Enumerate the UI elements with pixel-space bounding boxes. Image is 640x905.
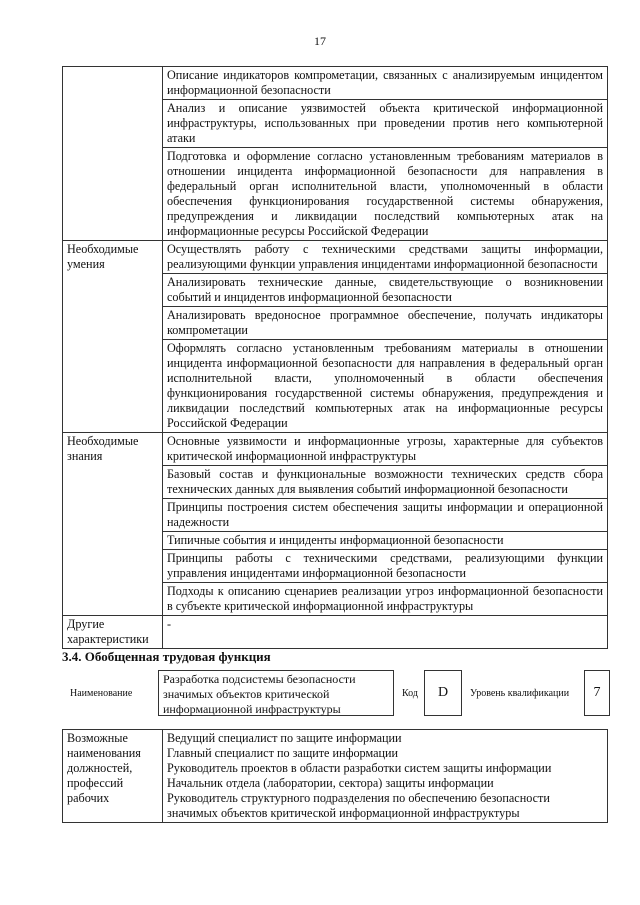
table-row: [63, 67, 608, 100]
list-item: Руководитель структурного подразделения по обеспечению безопасности значимых объектов критической информационной инфраструктуры: [167, 791, 550, 820]
row-text: Оформлять согласно установленным требованиям материалы в отношении инцидента информационной безопасности для направления в федеральный орган исполнительной власти, уполномоченный в области обеспечения функционирования государственной системы обнаружения, предупреждения и ликвидации последствий компьютерных атак на информационные ресурсы Российской Федерации: [163, 340, 608, 433]
code-label: Код: [402, 688, 418, 699]
positions-table: [62, 729, 608, 823]
page-number: 17: [314, 34, 326, 48]
positions-label: Возможные наименования должностей, профессий рабочих: [63, 730, 163, 823]
row-text: Основные уязвимости и информационные угрозы, характерные для субъектов критической информационной инфраструктуры: [163, 433, 608, 466]
row-text: Анализировать технические данные, свидетельствующие о возникновении событий и инцидентов информационной безопасности: [163, 274, 608, 307]
table-row: [63, 730, 608, 823]
list-item: Начальник отдела (лаборатории, сектора) защиты информации: [167, 776, 494, 790]
level-value: 7: [584, 670, 610, 716]
positions-list: [163, 730, 608, 823]
level-label: Уровень квалификации: [470, 688, 570, 699]
function-header: [62, 668, 610, 720]
row-text: Подходы к описанию сценариев реализации угроз информационной безопасности в субъекте критической информационной инфраструктуры: [163, 583, 608, 616]
table-row: [63, 616, 608, 649]
row-label-knowledge: Необходимые знания: [63, 433, 163, 616]
row-label-skills: Необходимые умения: [63, 241, 163, 433]
code-value: D: [424, 670, 462, 716]
row-text: Базовый состав и функциональные возможности технических средств сбора технических данных для выявления событий информационной безопасности: [163, 466, 608, 499]
row-text: Описание индикаторов компрометации, связанных с анализируемым инцидентом информационной безопасности: [163, 67, 608, 100]
row-text: -: [163, 616, 608, 649]
row-text: Анализировать вредоносное программное обеспечение, получать индикаторы компрометации: [163, 307, 608, 340]
table-row: [63, 433, 608, 466]
list-item: Главный специалист по защите информации: [167, 746, 399, 760]
row-text: Принципы работы с техническими средствами, реализующими функции управления инцидентами информационной безопасности: [163, 550, 608, 583]
requirements-table: [62, 66, 608, 649]
row-text: Анализ и описание уязвимостей объекта критической информационной инфраструктуры, использованных при проведении против него компьютерной атаки: [163, 100, 608, 148]
list-item: Руководитель проектов в области разработки систем защиты информации: [167, 761, 552, 775]
row-label-other: Другие характеристики: [63, 616, 163, 649]
name-label: Наименование: [70, 688, 133, 699]
row-text: Подготовка и оформление согласно установленным требованиям материалов в отношении инцидента информационной безопасности для направления в федеральный орган исполнительной власти, уполномоченный в области обеспечения функционирования государственной системы обнаружения, предупреждения и ликвидации последствий компьютерных атак на информационные ресурсы Российской Федерации: [163, 148, 608, 241]
name-value: Разработка подсистемы безопасности значимых объектов критической информационной инфраструктуры: [158, 670, 394, 716]
section-title: 3.4. Обобщенная трудовая функция: [62, 649, 271, 664]
row-text: Принципы построения систем обеспечения защиты информации и операционной надежности: [163, 499, 608, 532]
row-label: [63, 67, 163, 241]
table-row: [63, 241, 608, 274]
row-text: Осуществлять работу с техническими средствами защиты информации, реализующими функции управления инцидентами информационной безопасности: [163, 241, 608, 274]
list-item: Ведущий специалист по защите информации: [167, 731, 402, 745]
row-text: Типичные события и инциденты информационной безопасности: [163, 532, 608, 550]
